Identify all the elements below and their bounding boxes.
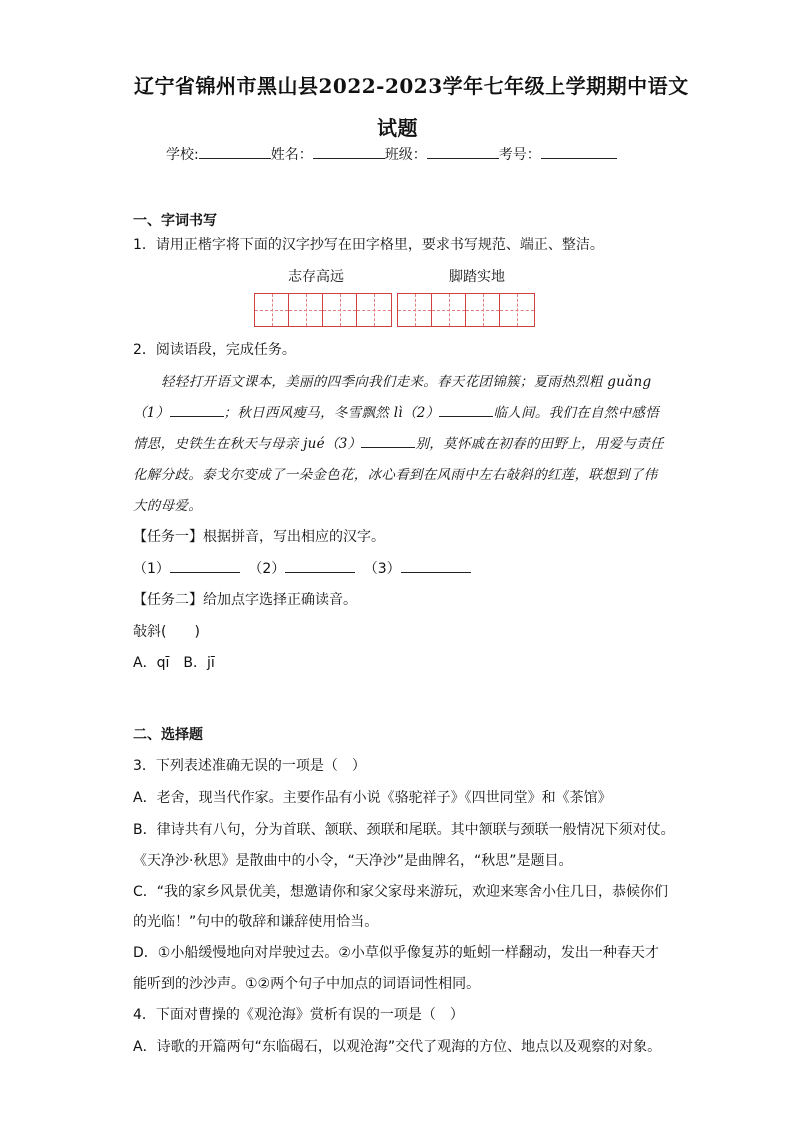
q3-option-c-cont: 的光临！”句中的敬辞和谦辞使用恰当。 bbox=[133, 914, 379, 930]
question-1: 1．请用正楷字将下面的汉字抄写在田字格里，要求书写规范、端正、整洁。 bbox=[133, 237, 604, 253]
task-2-options: A．qī B．jī bbox=[133, 655, 215, 671]
question-4: 4．下面对曹操的《观沧海》赏析有误的一项是（ ） bbox=[133, 1007, 464, 1023]
class-label: 班级： bbox=[384, 147, 427, 163]
task-2-word: 敧斜( ) bbox=[133, 624, 200, 640]
passage-line-4: 化解分歧。泰戈尔变成了一朵金色花，冰心看到在风雨中左右敧斜的红莲，联想到了伟 bbox=[133, 467, 658, 483]
answer-blank-1[interactable] bbox=[170, 558, 240, 573]
phrase-1: 志存高远 bbox=[288, 269, 344, 285]
class-field[interactable] bbox=[427, 144, 499, 159]
passage-text: 情思，史铁生在秋天与母亲 jué（3） bbox=[133, 436, 362, 452]
answer-blank-2[interactable] bbox=[285, 558, 355, 573]
q3-option-d-cont: 能听到的沙沙声。①②两个句子中加点的词语词性相同。 bbox=[133, 976, 481, 992]
info-fields bbox=[166, 144, 617, 164]
answer-blank-3[interactable] bbox=[401, 558, 471, 573]
passage-blank-3[interactable] bbox=[361, 433, 415, 448]
tianzige-grid-2[interactable] bbox=[397, 293, 535, 327]
section-heading-1: 一、字词书写 bbox=[133, 213, 217, 229]
answer-label-3: （3） bbox=[363, 561, 401, 577]
passage-line-3 bbox=[133, 432, 664, 452]
school-label: 学校: bbox=[166, 147, 199, 163]
name-label: 姓名： bbox=[270, 147, 313, 163]
passage-line-1: 轻轻打开语文课本，美丽的四季向我们走来。春天花团锦簇；夏雨热烈粗 guǎng bbox=[161, 374, 652, 390]
q4-option-a: A．诗歌的开篇两句“东临碣石，以观沧海”交代了观海的方位、地点以及观察的对象。 bbox=[133, 1039, 662, 1055]
answer-label-2: （2） bbox=[248, 561, 286, 577]
grid-cell[interactable] bbox=[500, 294, 534, 326]
grid-cell[interactable] bbox=[357, 294, 391, 326]
name-field[interactable] bbox=[313, 144, 385, 159]
passage-blank-1[interactable] bbox=[170, 402, 224, 417]
passage-text: ；秋日西风瘦马，冬雪飘然 lì（2） bbox=[223, 405, 440, 421]
page-title-line2: 试题 bbox=[377, 116, 418, 140]
tianzige-grid-1[interactable] bbox=[254, 293, 392, 327]
phrase-2: 脚踏实地 bbox=[449, 269, 505, 285]
q3-option-a: A．老舍，现当代作家。主要作品有小说《骆驼祥子》《四世同堂》和《茶馆》 bbox=[133, 790, 612, 806]
school-field[interactable] bbox=[199, 144, 271, 159]
grid-cell[interactable] bbox=[255, 294, 289, 326]
section-heading-2: 二、选择题 bbox=[133, 727, 203, 743]
blank-label-1: （1） bbox=[133, 405, 170, 421]
passage-line-5: 大的母爱。 bbox=[133, 498, 202, 514]
grid-cell[interactable] bbox=[466, 294, 500, 326]
page-title: 辽宁省锦州市黑山县2022-2023学年七年级上学期期中语文 bbox=[134, 74, 689, 98]
grid-cell[interactable] bbox=[398, 294, 432, 326]
task-2: 【任务二】给加点字选择正确读音。 bbox=[133, 592, 357, 608]
grid-cell[interactable] bbox=[289, 294, 323, 326]
task-1-blanks bbox=[133, 558, 471, 578]
answer-label-1: （1） bbox=[133, 561, 170, 577]
passage-blank-2[interactable] bbox=[439, 402, 493, 417]
exam-no-label: 考号： bbox=[498, 147, 541, 163]
q3-option-b-cont: 《天净沙·秋思》是散曲中的小令，“天净沙”是曲牌名，“秋思”是题目。 bbox=[133, 853, 573, 869]
question-2: 2．阅读语段，完成任务。 bbox=[133, 342, 296, 358]
grid-cell[interactable] bbox=[432, 294, 466, 326]
passage-text: 临人间。我们在自然中感悟 bbox=[493, 405, 660, 421]
passage-line-2 bbox=[133, 401, 659, 421]
question-3: 3．下列表述准确无误的一项是（ ） bbox=[133, 758, 366, 774]
passage-text: 别，莫怀戚在初春的田野上，用爱与责任 bbox=[415, 436, 664, 452]
q3-option-c: C．“我的家乡风景优美，想邀请你和家父家母来游玩，欢迎来寒舍小住几日，恭候你们 bbox=[133, 884, 669, 900]
task-1: 【任务一】根据拼音，写出相应的汉字。 bbox=[133, 529, 385, 545]
q3-option-b: B．律诗共有八句，分为首联、颔联、颈联和尾联。其中颔联与颈联一般情况下须对仗。 bbox=[133, 822, 675, 838]
q3-option-d: D．①小船缓慢地向对岸驶过去。②小草似乎像复苏的蚯蚓一样翻动，发出一种春天才 bbox=[133, 945, 659, 961]
grid-cell[interactable] bbox=[323, 294, 357, 326]
exam-no-field[interactable] bbox=[541, 144, 617, 159]
